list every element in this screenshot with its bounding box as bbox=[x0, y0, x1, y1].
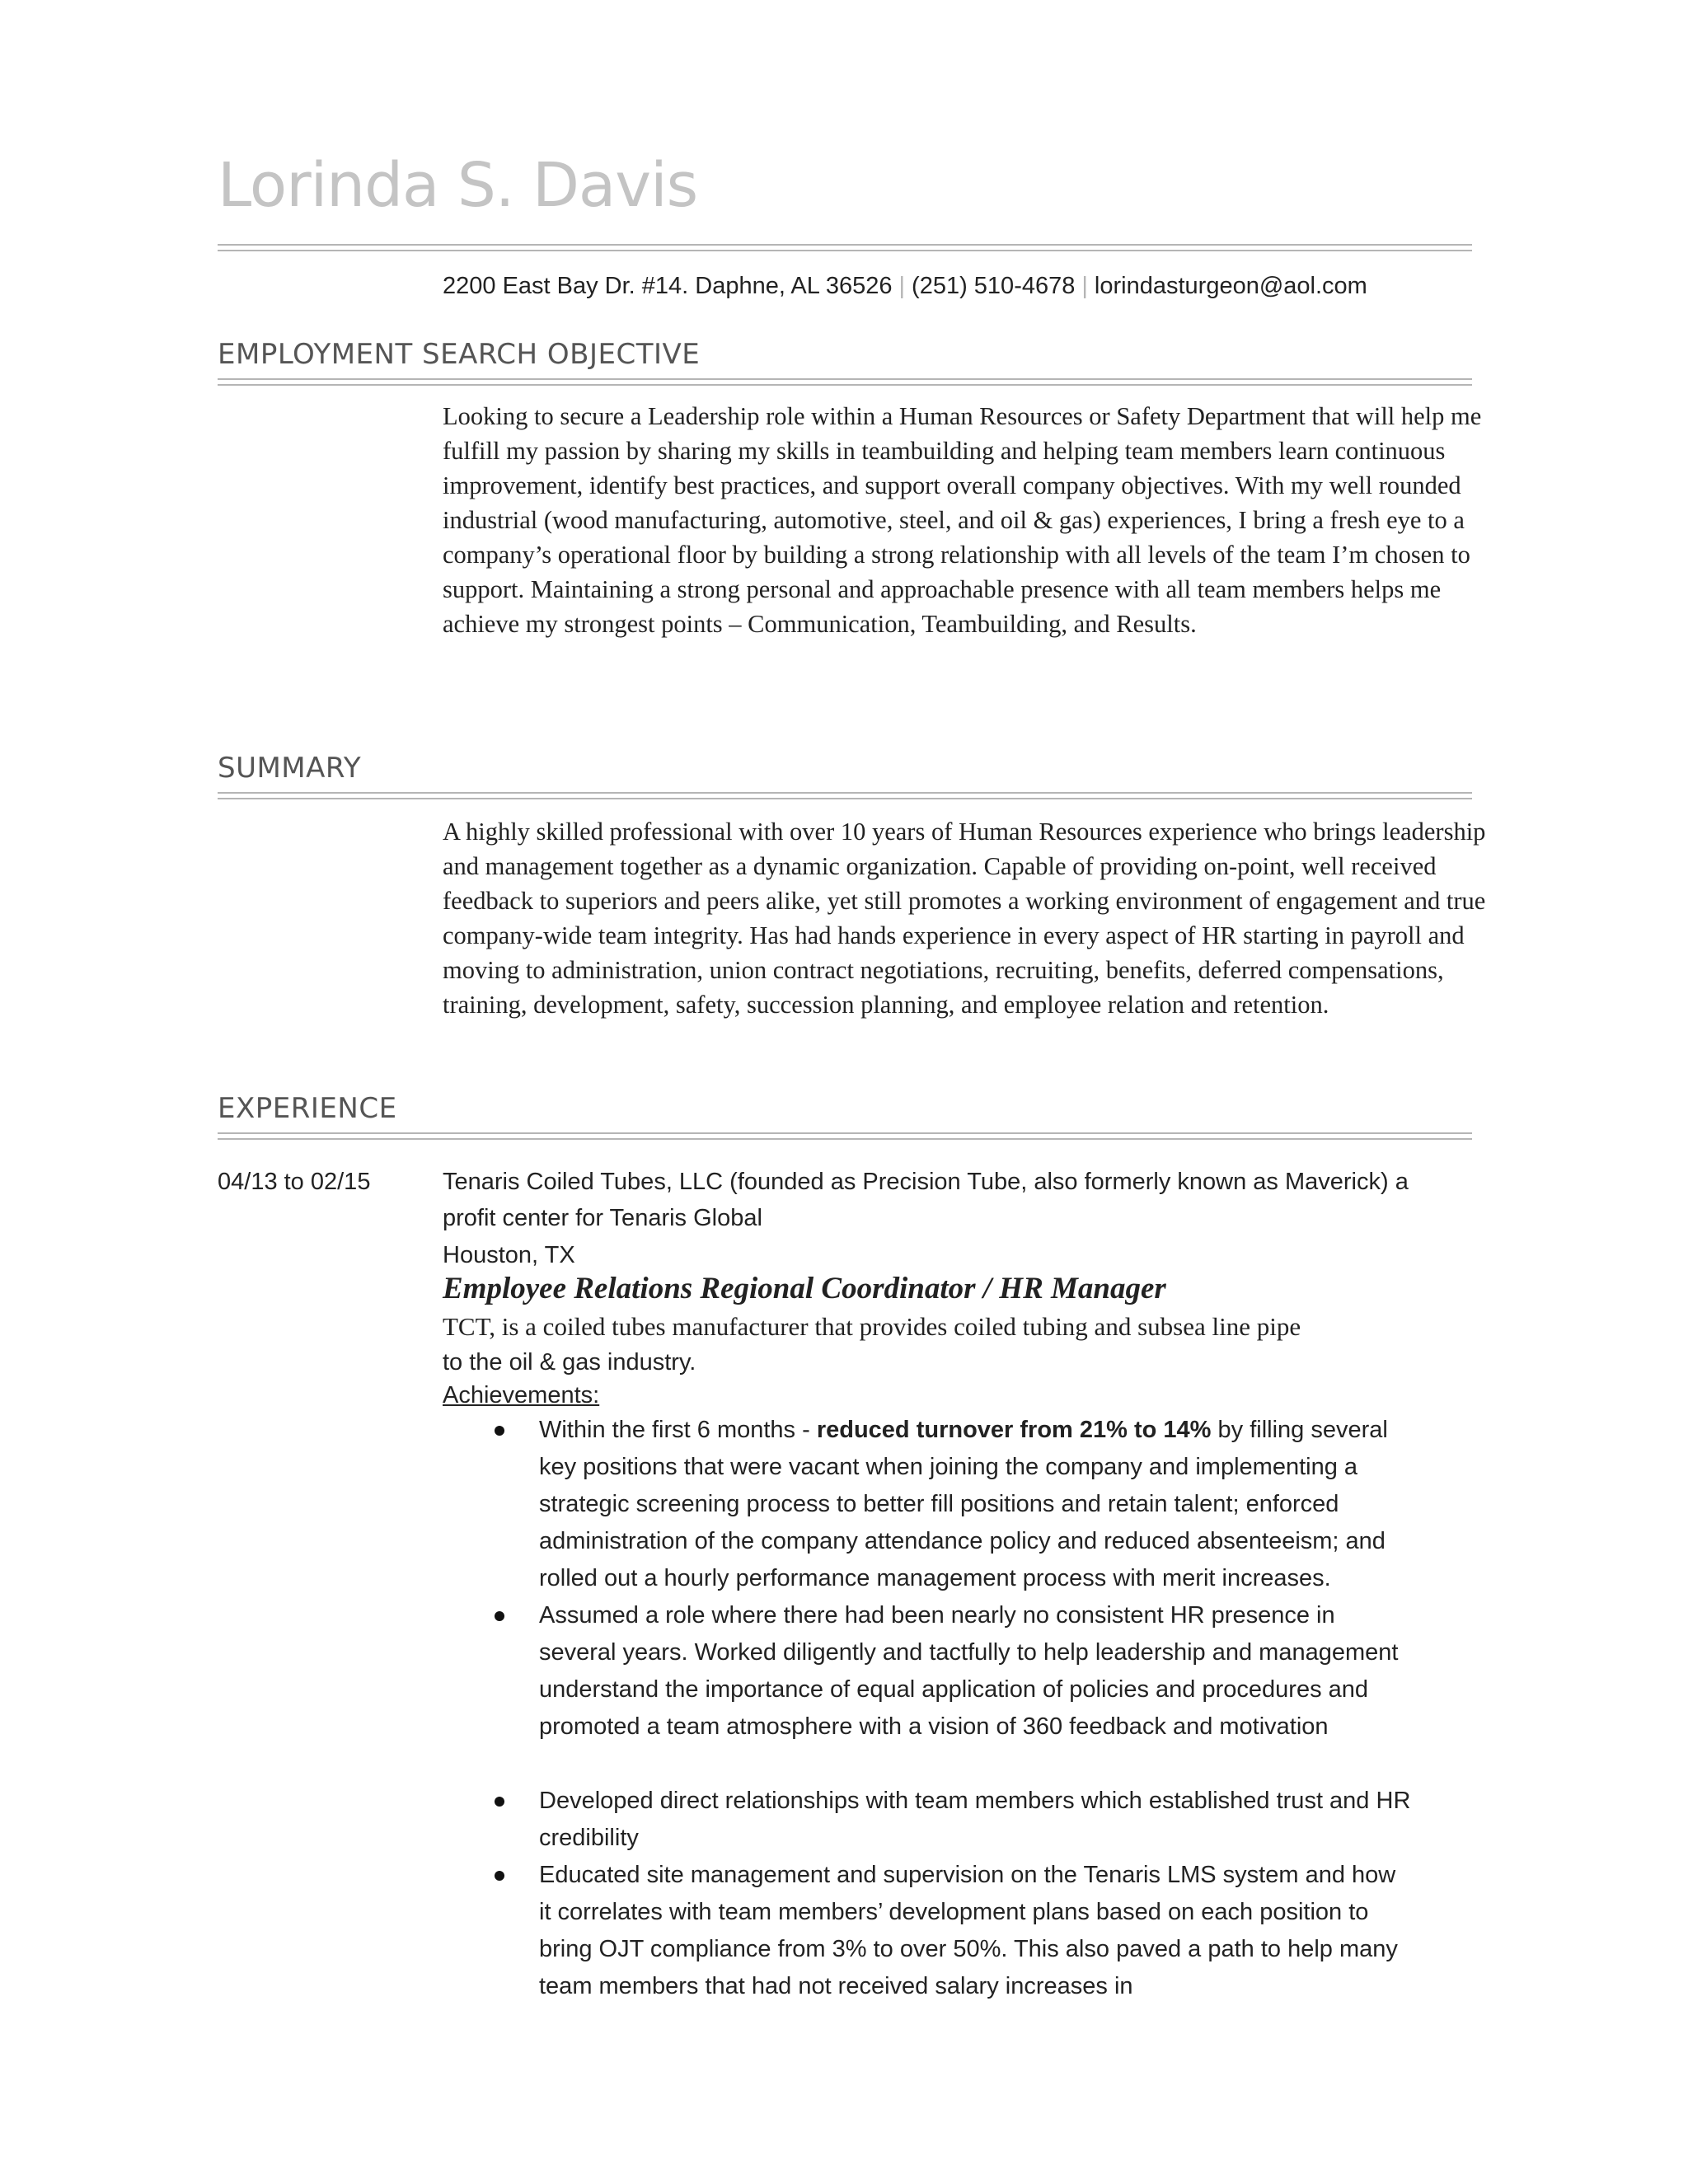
achievement-text: Assumed a role where there had been nearly no consistent HR presence in several years. Worked diligently and tactfully to help leadership and management understand the importance of equal application of policies and procedures and promoted a team atmosphere with a vision of 360 feedback and motivation bbox=[539, 1602, 1399, 1740]
achievement-highlight: reduced turnover from 21% to 14% bbox=[816, 1417, 1212, 1443]
phone: (251) 510-4678 bbox=[912, 273, 1076, 299]
address: 2200 East Bay Dr. #14. Daphne, AL 36526 bbox=[443, 273, 893, 299]
job-title: Employee Relations Regional Coordinator / HR Manager bbox=[443, 1272, 1166, 1305]
bullet-icon bbox=[495, 1426, 504, 1436]
achievement-text-part: by filling several key positions that were vacant when joining the company and implementing a strategic screening process to better fill positions and retain talent; enforced administration of the company attendance policy and reduced absenteeism; and rolled out a hourly performance management process with merit increases. bbox=[539, 1417, 1388, 1591]
achievement-text: Educated site management and supervision on the Tenaris LMS system and how it correlates with team members’ development plans based on each position to bring OJT compliance from 3% to over 50%. This also paved a path to help many team members that had not received salary increases in bbox=[539, 1862, 1398, 1999]
company-name-continued: profit center for Tenaris Global bbox=[443, 1205, 762, 1231]
achievement-text: Developed direct relationships with team members which established trust and HR credibility bbox=[539, 1788, 1411, 1851]
bullet-icon bbox=[495, 1871, 504, 1881]
achievement-item bbox=[539, 1857, 1413, 2005]
contact-separator: | bbox=[898, 273, 906, 299]
contact-line bbox=[443, 273, 1367, 300]
achievements-label: Achievements: bbox=[443, 1382, 600, 1408]
company-description: TCT, is a coiled tubes manufacturer that provides coiled tubing and subsea line pipe bbox=[443, 1312, 1301, 1341]
company-description-continued: to the oil & gas industry. bbox=[443, 1349, 696, 1376]
achievement-item bbox=[539, 1412, 1413, 1597]
objective-heading: EMPLOYMENT SEARCH OBJECTIVE bbox=[218, 338, 701, 371]
objective-text: Looking to secure a Leadership role within a Human Resources or Safety Department that will help me fulfill my passion by sharing my skills in teambuilding and helping team members learn continuous improvement, identify best practices, and support overall company objectives. With my well rounded industrial (wood manufacturing, automotive, steel, and oil & gas) experiences, I bring a fresh eye to a company’s operational floor by building a strong relationship with all levels of the team I’m chosen to support. Maintaining a strong personal and approachable presence with all team members helps me achieve my strongest points – Communication, Teambuilding, and Results. bbox=[443, 402, 1482, 638]
achievement-item bbox=[539, 1783, 1413, 1857]
summary-text: A highly skilled professional with over 10 years of Human Resources experience who brings leadership and management together as a dynamic organization. Capable of providing on-point, well received feedback to superiors and peers alike, yet still promotes a working environment of engagement and true company-wide team integrity. Has had hands experience in every aspect of HR starting in payroll and moving to administration, union contract negotiations, recruiting, benefits, deferred compensations, training, development, safety, succession planning, and employee relation and retention. bbox=[443, 818, 1486, 1019]
candidate-name: Lorinda S. Davis bbox=[218, 150, 698, 221]
bullet-icon bbox=[495, 1611, 504, 1621]
experience-heading: EXPERIENCE bbox=[218, 1092, 397, 1125]
achievement-text-part: Within the first 6 months - bbox=[539, 1417, 817, 1443]
job-location: Houston, TX bbox=[443, 1242, 575, 1268]
bullet-icon bbox=[495, 1797, 504, 1807]
contact-separator: | bbox=[1081, 273, 1088, 299]
job-dates: 04/13 to 02/15 bbox=[218, 1169, 371, 1195]
achievement-item bbox=[539, 1597, 1413, 1746]
summary-heading: SUMMARY bbox=[218, 752, 362, 785]
achievement-text bbox=[539, 1412, 1413, 1597]
company-name: Tenaris Coiled Tubes, LLC (founded as Precision Tube, also formerly known as Maverick) a bbox=[443, 1169, 1409, 1195]
email: lorindasturgeon@aol.com bbox=[1094, 273, 1367, 299]
